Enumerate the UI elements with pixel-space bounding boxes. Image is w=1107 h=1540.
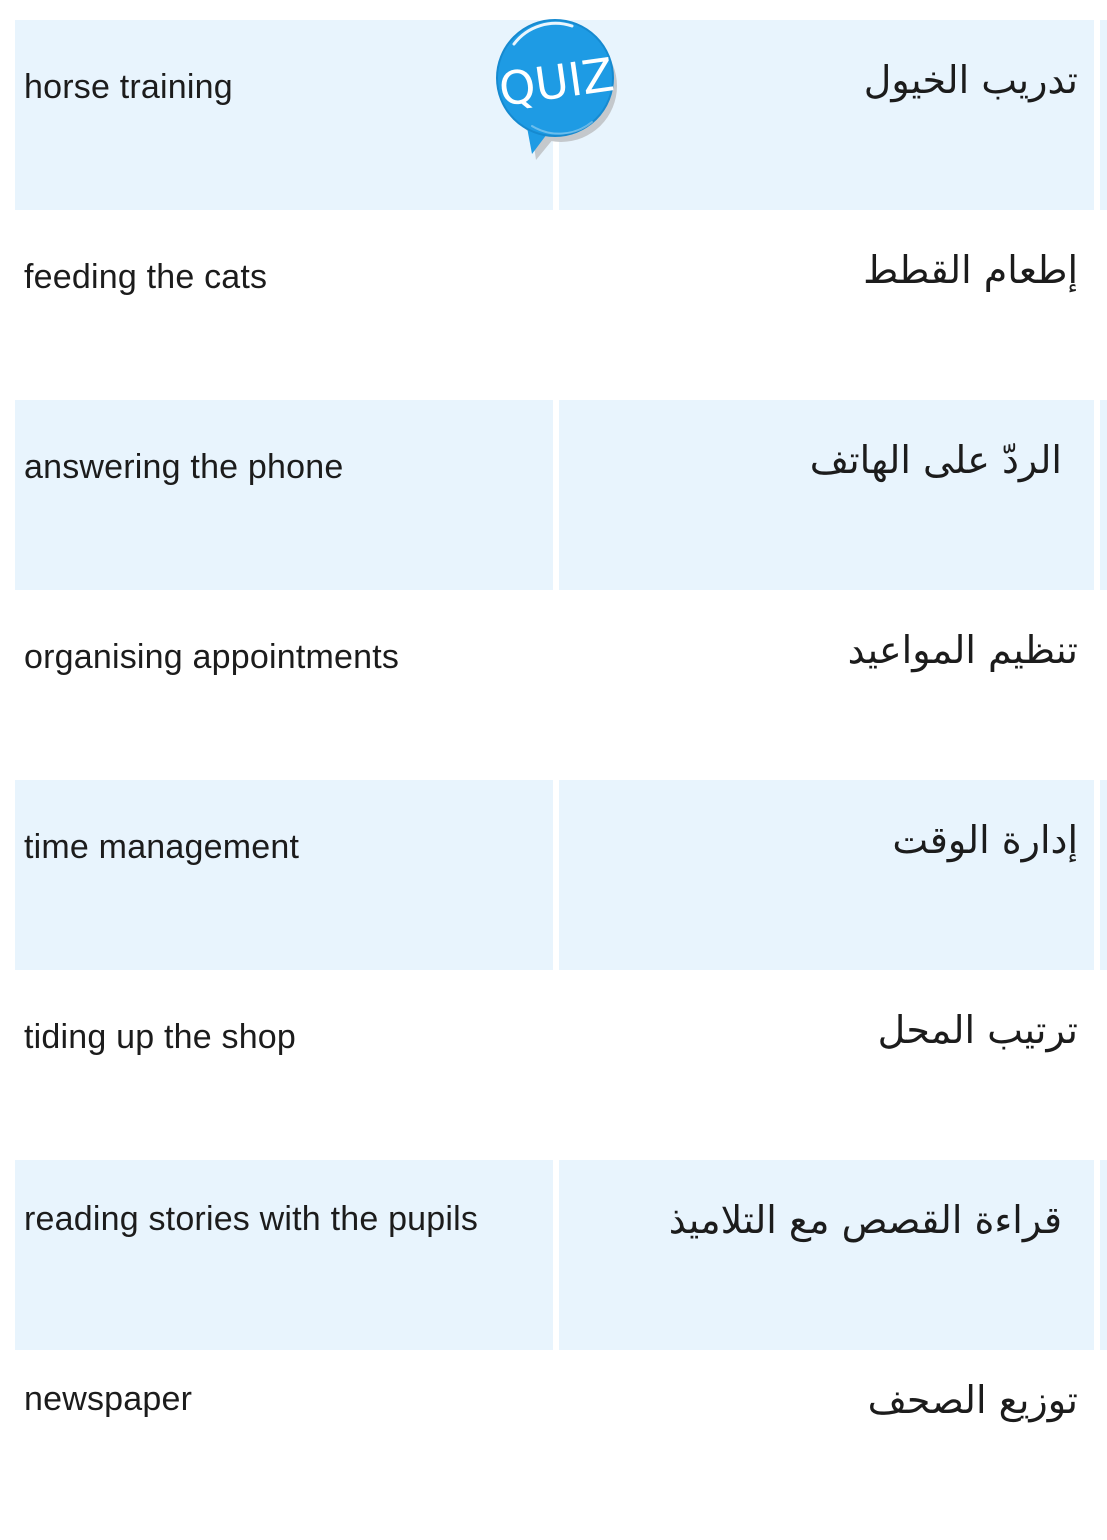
table-row [0, 1350, 1107, 1540]
arabic-phrase: توزيع الصحف [867, 1378, 1078, 1422]
edge-cell [1100, 400, 1107, 590]
table-row [0, 970, 1107, 1160]
table-row [0, 780, 1107, 970]
arabic-phrase: الردّ على الهاتف [809, 438, 1062, 482]
english-phrase: tiding up the shop [24, 1018, 297, 1056]
edge-cell [1100, 1160, 1107, 1350]
quiz-badge-icon [492, 14, 624, 164]
arabic-phrase: تنظيم المواعيد [847, 628, 1078, 672]
table-row [0, 590, 1107, 780]
edge-cell [1100, 780, 1107, 970]
english-cell [15, 20, 553, 210]
arabic-cell [559, 1160, 1094, 1350]
arabic-phrase: قراءة القصص مع التلاميذ [668, 1198, 1062, 1242]
english-cell [15, 590, 553, 780]
arabic-cell [559, 970, 1094, 1160]
english-phrase: time management [24, 828, 300, 866]
arabic-phrase: ترتيب المحل [877, 1008, 1078, 1052]
edge-cell [1100, 20, 1107, 210]
english-cell [15, 210, 553, 400]
arabic-cell [559, 400, 1094, 590]
arabic-cell [559, 20, 1094, 210]
english-phrase: horse training [24, 68, 233, 106]
english-phrase: feeding the cats [24, 258, 268, 296]
english-phrase: reading stories with the pupils [24, 1200, 479, 1238]
table-row [0, 1160, 1107, 1350]
vocabulary-table [0, 20, 1107, 1540]
arabic-cell [559, 1350, 1094, 1540]
english-phrase: answering the phone [24, 448, 344, 486]
table-row [0, 210, 1107, 400]
english-cell [15, 400, 553, 590]
english-phrase: organising appointments [24, 638, 400, 676]
arabic-cell [559, 590, 1094, 780]
table-row [0, 400, 1107, 590]
arabic-phrase: إدارة الوقت [892, 818, 1078, 862]
english-phrase: newspaper [24, 1380, 193, 1418]
english-cell [15, 970, 553, 1160]
arabic-cell [559, 780, 1094, 970]
english-cell [15, 1350, 553, 1540]
english-cell [15, 780, 553, 970]
arabic-phrase: إطعام القطط [863, 248, 1078, 292]
arabic-cell [559, 210, 1094, 400]
english-cell [15, 1160, 553, 1350]
quiz-badge-label: QUIZ [495, 47, 617, 117]
arabic-phrase: تدريب الخيول [863, 58, 1078, 102]
